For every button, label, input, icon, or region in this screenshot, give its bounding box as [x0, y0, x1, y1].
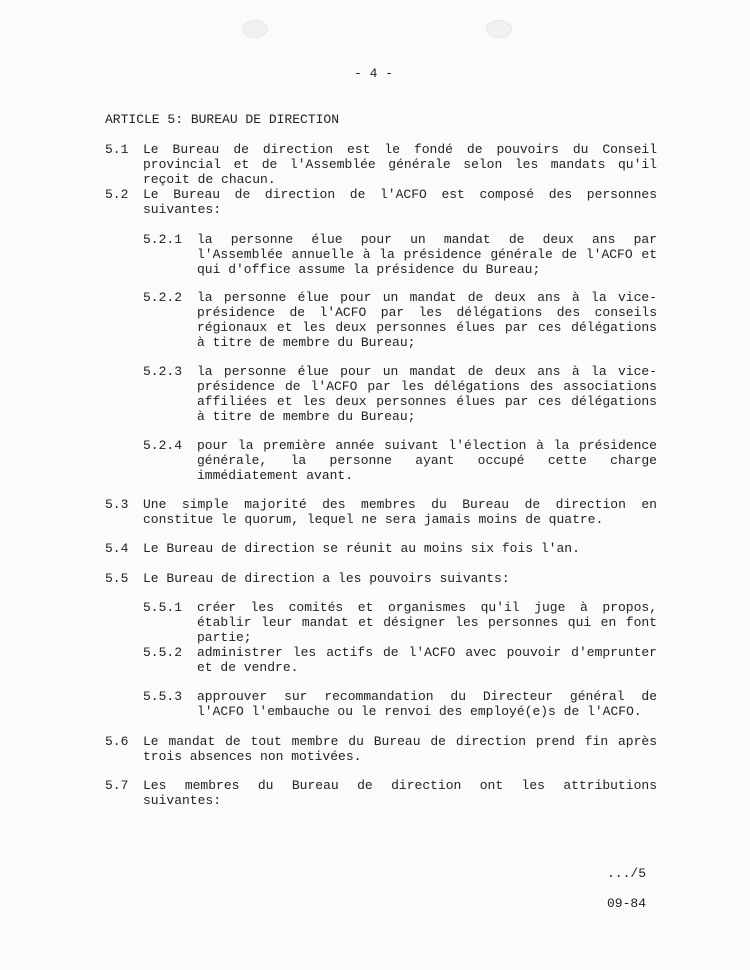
clause-number: 5.2.3 — [143, 364, 183, 379]
clause-text: Le Bureau de direction est le fondé de pouvoirs du Conseil provincial et de l'Assemblée générale selon les mandats qu'il reçoit de chacun. — [143, 142, 657, 187]
clause-text: pour la première année suivant l'élection à la présidence générale, la personne ayant occupé cette charge immédiatement avant. — [197, 438, 657, 483]
clause-5-2-3 — [143, 364, 657, 424]
clause-text: Le mandat de tout membre du Bureau de direction prend fin après trois absences non motivées. — [143, 734, 657, 764]
article-heading: ARTICLE 5: BUREAU DE DIRECTION — [105, 112, 340, 127]
clause-5-7 — [105, 778, 657, 808]
clause-5-2-2 — [143, 290, 657, 350]
clause-text: la personne élue pour un mandat de deux ans à la vice-présidence de l'ACFO par les délégations des conseils régionaux et les deux personnes élues par ces délégations à titre de membre du Bureau; — [197, 290, 657, 350]
clause-5-5 — [105, 571, 657, 586]
clause-5-3 — [105, 497, 657, 527]
clause-number: 5.5.2 — [143, 645, 183, 660]
clause-text: Les membres du Bureau de direction ont les attributions suivantes: — [143, 778, 657, 808]
clause-number: 5.2 — [105, 187, 129, 202]
page-number: - 4 - — [354, 66, 394, 81]
clause-number: 5.6 — [105, 734, 129, 749]
clause-text: créer les comités et organismes qu'il juge à propos, établir leur mandat et désigner les personnes qui en font partie; — [197, 600, 657, 645]
punch-hole — [486, 20, 512, 38]
punch-hole — [242, 20, 268, 38]
clause-5-5-1 — [143, 600, 657, 645]
clause-number: 5.1 — [105, 142, 129, 157]
clause-number: 5.5.3 — [143, 689, 183, 704]
clause-5-5-2 — [143, 645, 657, 675]
clause-text: Une simple majorité des membres du Bureau de direction en constitue le quorum, lequel ne sera jamais moins de quatre. — [143, 497, 657, 527]
clause-text: la personne élue pour un mandat de deux ans à la vice-présidence de l'ACFO par les délégations des associations affiliées et les deux personnes élues par ces délégations à titre de membre du Bureau; — [197, 364, 657, 424]
clause-number: 5.7 — [105, 778, 129, 793]
continued-marker: .../5 — [607, 866, 647, 881]
clause-text: administrer les actifs de l'ACFO avec pouvoir d'emprunter et de vendre. — [197, 645, 657, 675]
clause-number: 5.5.1 — [143, 600, 183, 615]
clause-text: la personne élue pour un mandat de deux ans par l'Assemblée annuelle à la présidence générale de l'ACFO et qui d'office assume la présidence du Bureau; — [197, 232, 657, 277]
clause-5-5-3 — [143, 689, 657, 719]
clause-5-4 — [105, 541, 657, 556]
clause-text: approuver sur recommandation du Directeur général de l'ACFO l'embauche ou le renvoi des employé(e)s de l'ACFO. — [197, 689, 657, 719]
clause-5-2-1 — [143, 232, 657, 277]
clause-text: Le Bureau de direction a les pouvoirs suivants: — [143, 571, 510, 586]
clause-number: 5.3 — [105, 497, 129, 512]
document-code: 09-84 — [607, 896, 647, 911]
clause-5-2 — [105, 187, 657, 217]
clause-number: 5.2.4 — [143, 438, 183, 453]
clause-number: 5.4 — [105, 541, 129, 556]
clause-5-6 — [105, 734, 657, 764]
clause-text: Le Bureau de direction de l'ACFO est composé des personnes suivantes: — [143, 187, 657, 217]
clause-5-1 — [105, 142, 657, 187]
clause-number: 5.2.1 — [143, 232, 183, 247]
clause-text: Le Bureau de direction se réunit au moins six fois l'an. — [143, 541, 580, 556]
clause-number: 5.5 — [105, 571, 129, 586]
clause-5-2-4 — [143, 438, 657, 483]
clause-number: 5.2.2 — [143, 290, 183, 305]
